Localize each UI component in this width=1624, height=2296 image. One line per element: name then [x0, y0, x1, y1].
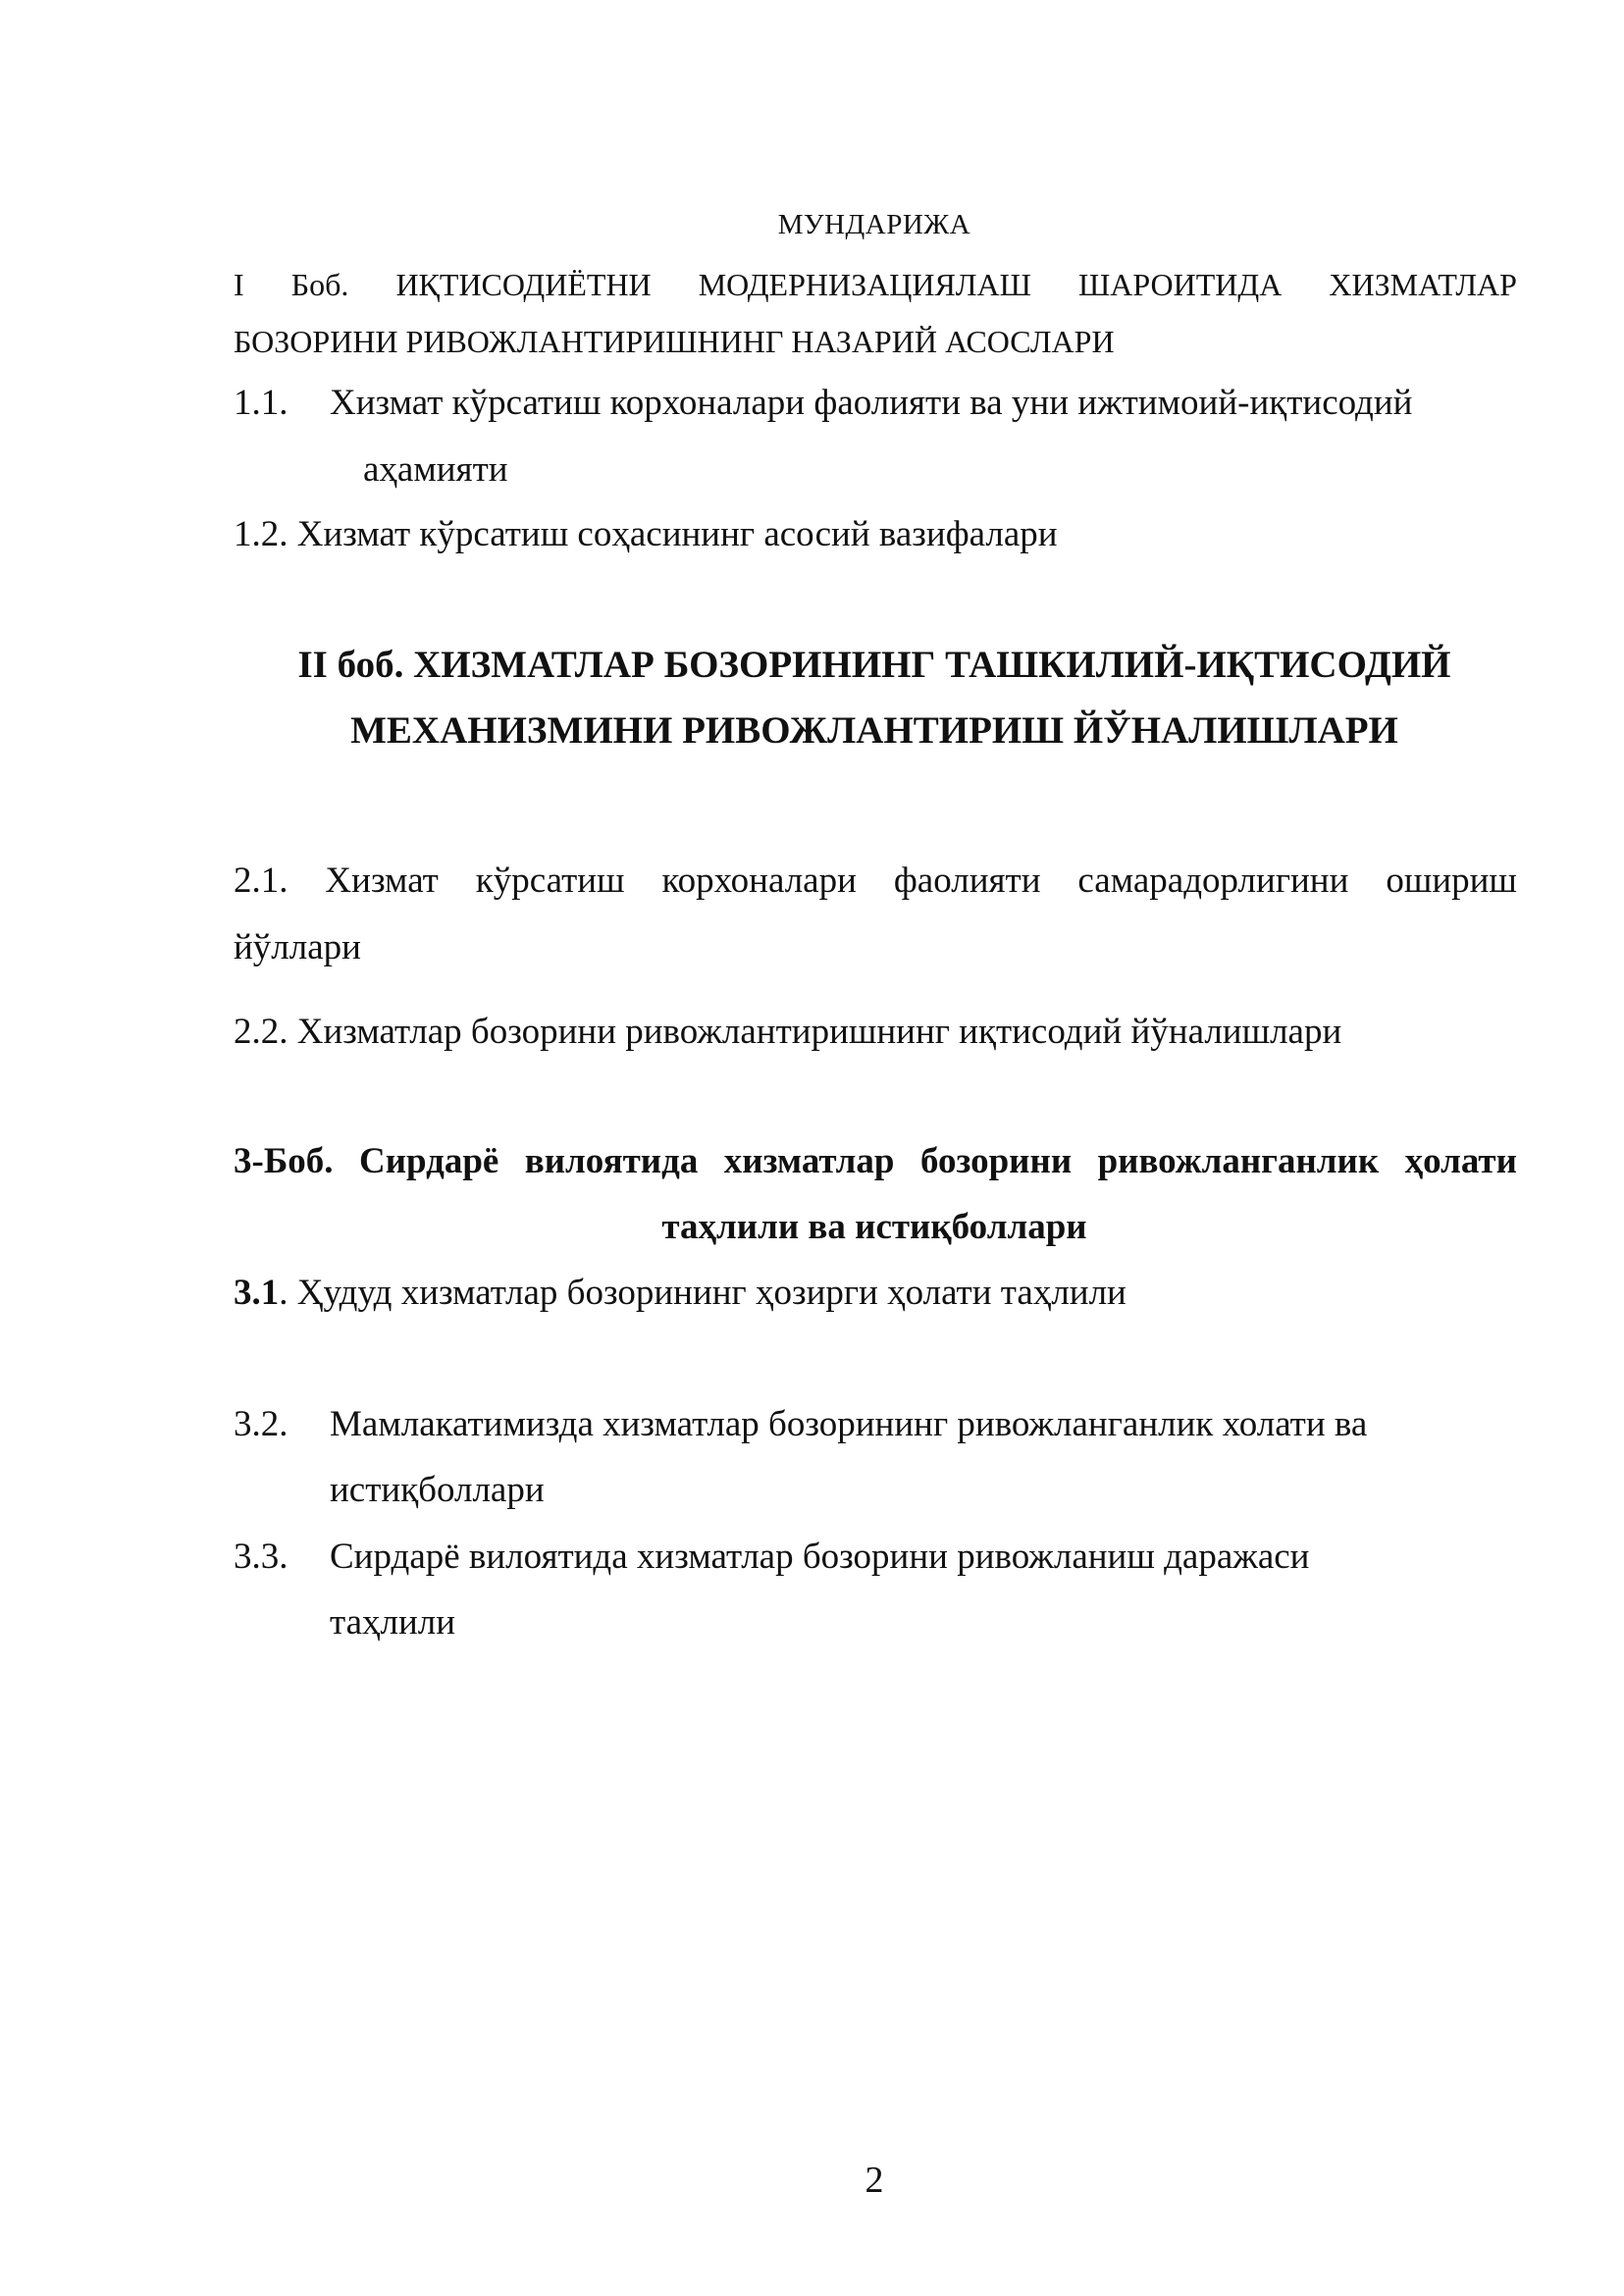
section-number: 1.1.: [234, 383, 288, 423]
section-word: фаолияти: [893, 861, 1041, 901]
chapter3-heading-line2: таҳлили ва истиқболлари: [661, 1207, 1087, 1247]
chapter3-heading-line1: [234, 1140, 1517, 1182]
toc-entry-1-1: [234, 382, 1412, 424]
toc-title: МУНДАРИЖА: [777, 209, 971, 240]
toc-entry-1-2: 1.2. Хизмат кўрсатиш соҳасининг асосий вазифалари: [234, 514, 1058, 554]
chapter1-word: МОДЕРНИЗАЦИЯЛАШ: [698, 267, 1031, 302]
toc-entry-3-3-continuation: таҳлили: [330, 1602, 456, 1643]
chapter1-word: ИҚТИСОДИЁТНИ: [395, 267, 652, 302]
chapter3-word: Сирдарё: [358, 1141, 499, 1181]
section-number: 3.2.: [234, 1404, 288, 1444]
toc-entry-3-2: [234, 1403, 1367, 1445]
toc-entry-2-2: 2.2. Хизматлар бозорини ривожлантиришнинг иқтисодий йўналишлари: [234, 1012, 1342, 1052]
chapter3-word: 3-Боб.: [234, 1141, 334, 1181]
section-title: Хизмат кўрсатиш корхоналари фаолияти ва уни ижтимоий-иқтисодий: [330, 383, 1413, 423]
chapter3-word: бозорини: [919, 1141, 1073, 1181]
chapter2-heading-line2: МЕХАНИЗМИНИ РИВОЖЛАНТИРИШ ЙЎНАЛИШЛАРИ: [350, 709, 1398, 752]
section-title: . Ҳудуд хизматлар бозорининг ҳозирги ҳолати таҳлили: [279, 1273, 1126, 1313]
chapter1-word: ХИЗМАТЛАР: [1329, 267, 1517, 302]
page-number: 2: [864, 2160, 884, 2201]
section-number: 3.3.: [234, 1537, 288, 1577]
section-title: Сирдарё вилоятида хизматлар бозорини ривожланиш даражаси: [330, 1537, 1310, 1577]
section-word: самарадорлигини: [1077, 861, 1349, 901]
chapter3-word: ҳолати: [1404, 1141, 1517, 1181]
chapter3-word: хизматлар: [723, 1141, 895, 1181]
section-number: 3.1: [234, 1273, 280, 1313]
toc-entry-2-1: [234, 860, 1517, 902]
section-word: Хизмат: [325, 861, 439, 901]
section-word: 2.1.: [234, 861, 288, 901]
chapter1-heading-line2: БОЗОРИНИ РИВОЖЛАНТИРИШНИНГ НАЗАРИЙ АСОСЛАРИ: [234, 324, 1115, 359]
chapter1-word: Боб.: [290, 267, 349, 302]
chapter1-heading-line1: [234, 267, 1517, 303]
toc-entry-3-3: [234, 1536, 1309, 1578]
section-word: ошириш: [1386, 861, 1517, 901]
chapter3-word: ривожланганлик: [1097, 1141, 1380, 1181]
chapter1-word: ШАРОИТИДА: [1077, 267, 1283, 302]
toc-entry-3-2-continuation: истиқболлари: [330, 1470, 545, 1510]
toc-entry-1-1-continuation: аҳамияти: [363, 449, 508, 490]
section-title: Мамлакатимизда хизматлар бозорининг ривожланганлик холати ва: [330, 1404, 1368, 1444]
toc-entry-2-1-continuation: йўллари: [234, 927, 361, 967]
section-word: корхоналари: [661, 861, 857, 901]
chapter3-word: вилоятида: [524, 1141, 699, 1181]
toc-entry-3-1: [234, 1272, 1126, 1314]
chapter1-word: I: [234, 267, 244, 302]
chapter2-heading-line1: II боб. ХИЗМАТЛАР БОЗОРИНИНГ ТАШКИЛИЙ-ИҚТИСОДИЙ: [297, 644, 1451, 686]
section-word: кўрсатиш: [475, 861, 625, 901]
